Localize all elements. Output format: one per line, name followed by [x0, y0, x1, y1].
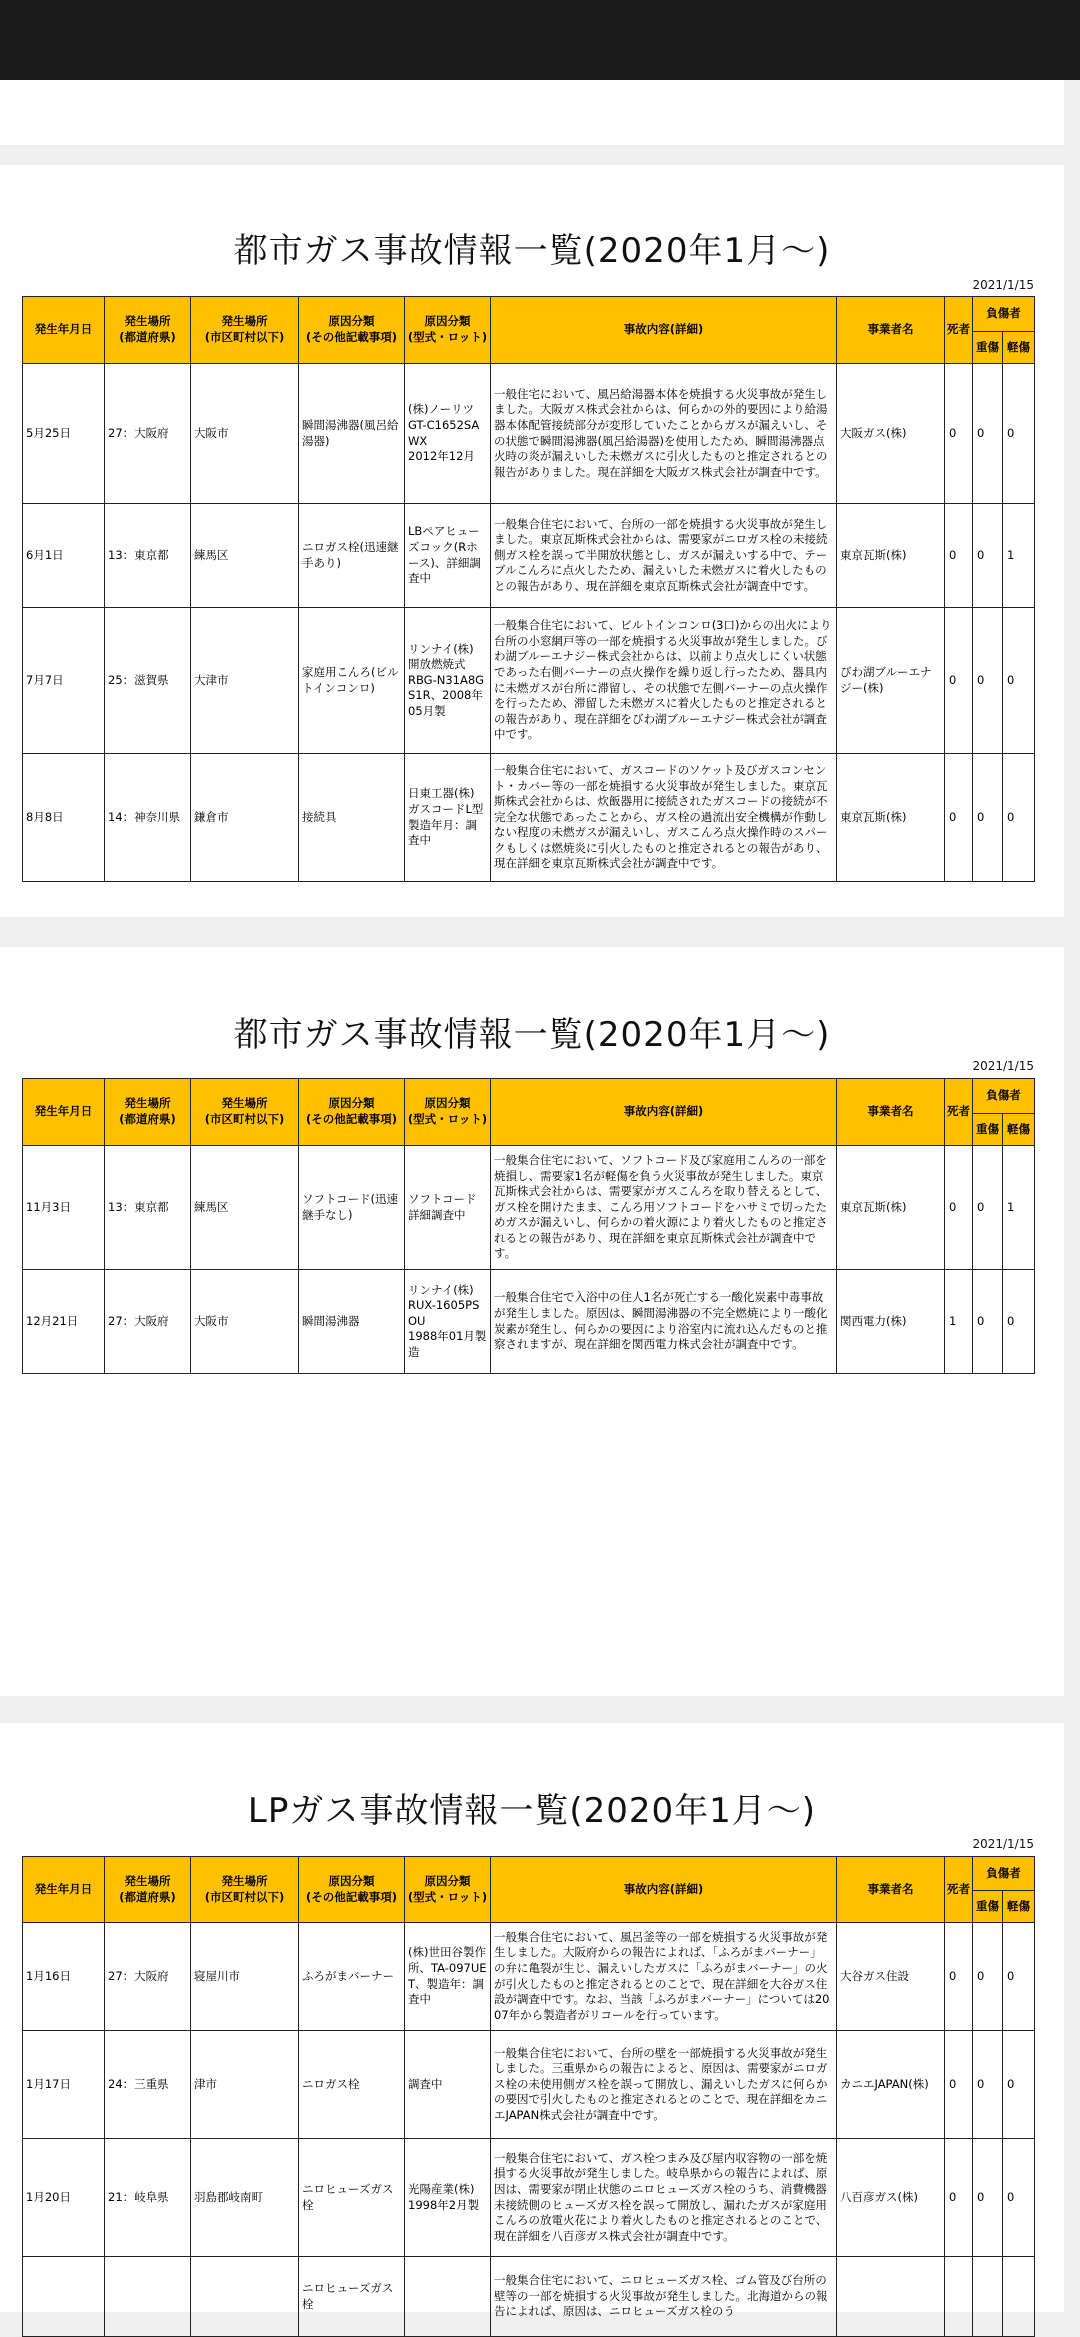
cell-company: 八百彦ガス(株) [837, 2139, 945, 2257]
cell-deaths: 0 [945, 608, 973, 754]
table-row [23, 2031, 1035, 2139]
cell-cause-equipment: 家庭用こんろ(ビルトインコンロ) [299, 608, 405, 754]
page-title: 都市ガス事故情報一覧(2020年1月～) [233, 231, 831, 271]
cell-minor: 0 [1003, 754, 1035, 882]
header-details: 事故内容(詳細) [491, 1857, 837, 1923]
header-cause-model: 原因分類 (型式・ロット) [405, 1857, 491, 1923]
report-date: 2021/1/15 [972, 1837, 1034, 1851]
header-company: 事業者名 [837, 1079, 945, 1146]
table-row [23, 2257, 1035, 2337]
table-row [23, 2139, 1035, 2257]
cell-minor: 0 [1003, 2031, 1035, 2139]
cell-cause-model: リンナイ(株) 開放燃焼式 RBG-N31A8GS1R、2008年05月製 [405, 608, 491, 754]
table-row [23, 1270, 1035, 1374]
cell-serious: 0 [973, 1146, 1003, 1270]
previous-page-fragment [0, 80, 1064, 145]
cell-deaths: 0 [945, 1146, 973, 1270]
page-title: LPガス事故情報一覧(2020年1月～) [247, 1791, 817, 1831]
header-serious: 重傷 [973, 332, 1003, 364]
cell-date: 1月16日 [23, 1923, 105, 2031]
cell-cause-model: 光陽産業(株) 1998年2月製 [405, 2139, 491, 2257]
header-company: 事業者名 [837, 297, 945, 364]
cell-company: 東京瓦斯(株) [837, 504, 945, 608]
cell-pref: 21：岐阜県 [105, 2139, 191, 2257]
header-deaths: 死者 [945, 1079, 973, 1146]
cell-serious: 0 [973, 1270, 1003, 1374]
header-cause-equipment: 原因分類 (その他記載事項) [299, 1857, 405, 1923]
cell-cause-equipment: ニロヒューズガス栓 [299, 2139, 405, 2257]
cell-company: 関西電力(株) [837, 1270, 945, 1374]
table-row [23, 608, 1035, 754]
cell-serious: 0 [973, 504, 1003, 608]
cell-city [191, 2257, 299, 2337]
cell-cause-model: ソフトコード 詳細調査中 [405, 1146, 491, 1270]
header-details: 事故内容(詳細) [491, 297, 837, 364]
cell-deaths: 0 [945, 504, 973, 608]
table-row [23, 1923, 1035, 2031]
incident-table [22, 1856, 1035, 2337]
header-serious: 重傷 [973, 1114, 1003, 1146]
cell-date [23, 2257, 105, 2337]
header-minor: 軽傷 [1003, 332, 1035, 364]
cell-details: 一般集合住宅において、ビルトインコンロ(3口)からの出火により台所の小窓網戸等の一部を焼損する火災事故が発生しました。びわ湖ブルーエナジー株式会社からは、以前より点火しにくい状態であった右側バーナーの点火操作を繰り返し行ったため、器具内に未燃ガスが台所に滞留し、その状態で左側バーナーの点火操作を行ったため、滞留した未燃ガスに着火したものと推定されるとの報告があり、現在詳細をびわ湖ブルーエナジー株式会社が調査中です。 [491, 608, 837, 754]
cell-date: 1月17日 [23, 2031, 105, 2139]
cell-deaths: 0 [945, 2031, 973, 2139]
cell-pref: 27：大阪府 [105, 1270, 191, 1374]
cell-company: 東京瓦斯(株) [837, 754, 945, 882]
cell-details: 一般集合住宅において、ガス栓つまみ及び屋内収容物の一部を焼損する火災事故が発生しました。岐阜県からの報告によれば、原因は、需要家が閉止状態のニロヒューズガス栓のうち、消費機器未接続側のヒューズガス栓を誤って開放し、漏れたガスが家庭用こんろの放電火花により着火したものと推定されるとのことで、現在詳細を八百彦ガス株式会社が調査中です。 [491, 2139, 837, 2257]
cell-cause-equipment: ニロガス栓 [299, 2031, 405, 2139]
cell-cause-model: 日東工器(株) ガスコードL型 製造年月：調査中 [405, 754, 491, 882]
cell-details: 一般集合住宅において、ガスコードのソケット及びガスコンセント・カバー等の一部を焼損する火災事故が発生しました。東京瓦斯株式会社からは、炊飯器用に接続されたガスコードの接続が不完全な状態であったことから、ガス栓の過流出安全機構が作動しない程度の未燃ガスが漏えいし、ガスこんろ点火操作時のスパークもしくは燃焼炎に引火したものと推定されるとの報告があり、現在詳細を東京瓦斯株式会社が調査中です。 [491, 754, 837, 882]
cell-cause-equipment: 接続具 [299, 754, 405, 882]
header-minor: 軽傷 [1003, 1114, 1035, 1146]
cell-date: 1月20日 [23, 2139, 105, 2257]
cell-pref: 25：滋賀県 [105, 608, 191, 754]
cell-cause-equipment: ニロガス栓(迅速継手あり) [299, 504, 405, 608]
header-city: 発生場所 (市区町村以下) [191, 1857, 299, 1923]
header-details: 事故内容(詳細) [491, 1079, 837, 1146]
cell-cause-equipment: 瞬間湯沸器(風呂給湯器) [299, 364, 405, 504]
cell-deaths: 0 [945, 1923, 973, 2031]
cell-cause-equipment: ソフトコード(迅速継手なし) [299, 1146, 405, 1270]
header-injured: 負傷者 [973, 1857, 1035, 1891]
cell-details: 一般集合住宅において、台所の一部を焼損する火災事故が発生しました。東京瓦斯株式会社からは、需要家がニロガス栓の未接続側ガス栓を誤って半開放状態とし、ガスが漏えいする中で、テーブルこんろに点火したため、漏えいした未燃ガスに着火したものとの報告があり、現在詳細を東京瓦斯株式会社が調査中です。 [491, 504, 837, 608]
cell-pref: 27：大阪府 [105, 1923, 191, 2031]
cell-city: 寝屋川市 [191, 1923, 299, 2031]
header-deaths: 死者 [945, 297, 973, 364]
cell-minor [1003, 2257, 1035, 2337]
cell-details: 一般住宅において、風呂給湯器本体を焼損する火災事故が発生しました。大阪ガス株式会社からは、何らかの外的要因により給湯器本体配管接続部分が変形していたことからガスが漏えいし、その状態で瞬間湯沸器(風呂給湯器)を使用したため、瞬間湯沸器点火時の炎が漏えいした未燃ガスに引火したものと推定されるとの報告がありました。現在詳細を大阪ガス株式会社が調査中です。 [491, 364, 837, 504]
cell-minor: 1 [1003, 1146, 1035, 1270]
document-page [0, 165, 1064, 917]
header-serious: 重傷 [973, 1891, 1003, 1923]
cell-deaths: 0 [945, 364, 973, 504]
cell-company: 大阪ガス(株) [837, 364, 945, 504]
cell-city: 大津市 [191, 608, 299, 754]
cell-date: 6月1日 [23, 504, 105, 608]
cell-pref: 14：神奈川県 [105, 754, 191, 882]
status-bar [0, 0, 1080, 80]
cell-pref: 24：三重県 [105, 2031, 191, 2139]
header-date: 発生年月日 [23, 1857, 105, 1923]
cell-company: 東京瓦斯(株) [837, 1146, 945, 1270]
cell-minor: 0 [1003, 1923, 1035, 2031]
header-cause-equipment: 原因分類 (その他記載事項) [299, 297, 405, 364]
cell-serious: 0 [973, 364, 1003, 504]
document-page [0, 1723, 1064, 2319]
header-cause-model: 原因分類 (型式・ロット) [405, 297, 491, 364]
cell-city: 大阪市 [191, 1270, 299, 1374]
incident-table [22, 296, 1035, 882]
cell-date: 5月25日 [23, 364, 105, 504]
cell-company: 大谷ガス住設 [837, 1923, 945, 2031]
cell-serious [973, 2257, 1003, 2337]
cell-serious: 0 [973, 2139, 1003, 2257]
cell-details: 一般集合住宅において、台所の壁を一部焼損する火災事故が発生しました。三重県からの報告によると、原因は、需要家がニロガス栓の未使用側ガス栓を誤って開放し、漏えいしたガスに何らかの要因で引火したものと推定されるとのことで、現在詳細をカニエJAPAN株式会社が調査中です。 [491, 2031, 837, 2139]
cell-cause-equipment: ふろがまバーナー [299, 1923, 405, 2031]
cell-date: 11月3日 [23, 1146, 105, 1270]
header-pref: 発生場所 (都道府県) [105, 1079, 191, 1146]
cell-city: 津市 [191, 2031, 299, 2139]
cell-minor: 1 [1003, 504, 1035, 608]
header-deaths: 死者 [945, 1857, 973, 1923]
cell-company: びわ湖ブルーエナジー(株) [837, 608, 945, 754]
cell-cause-model: (株)ノーリツ GT-C1652SAWX 2012年12月 [405, 364, 491, 504]
cell-deaths: 0 [945, 2139, 973, 2257]
cell-serious: 0 [973, 1923, 1003, 2031]
document-page [0, 947, 1064, 1696]
cell-serious: 0 [973, 2031, 1003, 2139]
header-city: 発生場所 (市区町村以下) [191, 297, 299, 364]
header-pref: 発生場所 (都道府県) [105, 297, 191, 364]
cell-deaths: 1 [945, 1270, 973, 1374]
cell-details: 一般集合住宅において、ソフトコード及び家庭用こんろの一部を焼損し、需要家1名が軽傷を負う火災事故が発生しました。東京瓦斯株式会社からは、需要家がガスこんろを取り替えるとして、ガス栓を開けたまま、こんろ用ソフトコードをハサミで切ったためガスが漏えいし、何らかの着火源により着火したものと推定されるとの報告があり、現在詳細を東京瓦斯株式会社が調査中です。 [491, 1146, 837, 1270]
cell-cause-equipment: 瞬間湯沸器 [299, 1270, 405, 1374]
page-title: 都市ガス事故情報一覧(2020年1月～) [233, 1015, 831, 1055]
header-cause-equipment: 原因分類 (その他記載事項) [299, 1079, 405, 1146]
cell-date: 7月7日 [23, 608, 105, 754]
cell-minor: 0 [1003, 2139, 1035, 2257]
header-pref: 発生場所 (都道府県) [105, 1857, 191, 1923]
cell-city: 練馬区 [191, 504, 299, 608]
cell-serious: 0 [973, 608, 1003, 754]
cell-cause-equipment: ニロヒューズガス栓 [299, 2257, 405, 2337]
cell-cause-model: リンナイ(株) RUX-1605PSOU 1988年01月製造 [405, 1270, 491, 1374]
cell-minor: 0 [1003, 364, 1035, 504]
cell-details: 一般集合住宅で入浴中の住人1名が死亡する一酸化炭素中毒事故が発生しました。原因は、瞬間湯沸器の不完全燃焼により一酸化炭素が発生し、何らかの要因により浴室内に流れ込んだものと推察されますが、現在詳細を関西電力株式会社が調査中です。 [491, 1270, 837, 1374]
cell-cause-model: LBペアヒューズコック(Rホース)、詳細調査中 [405, 504, 491, 608]
cell-city: 大阪市 [191, 364, 299, 504]
header-injured: 負傷者 [973, 1079, 1035, 1114]
table-row [23, 504, 1035, 608]
header-company: 事業者名 [837, 1857, 945, 1923]
report-date: 2021/1/15 [972, 1059, 1034, 1073]
report-date: 2021/1/15 [972, 278, 1034, 292]
cell-cause-model [405, 2257, 491, 2337]
cell-minor: 0 [1003, 608, 1035, 754]
table-row [23, 754, 1035, 882]
cell-date: 12月21日 [23, 1270, 105, 1374]
cell-date: 8月8日 [23, 754, 105, 882]
header-date: 発生年月日 [23, 297, 105, 364]
cell-pref: 27：大阪府 [105, 364, 191, 504]
cell-pref [105, 2257, 191, 2337]
header-cause-model: 原因分類 (型式・ロット) [405, 1079, 491, 1146]
table-row [23, 1146, 1035, 1270]
cell-serious: 0 [973, 754, 1003, 882]
header-injured: 負傷者 [973, 297, 1035, 332]
incident-table [22, 1078, 1035, 1374]
cell-company [837, 2257, 945, 2337]
cell-details: 一般集合住宅において、ニロヒューズガス栓、ゴム管及び台所の壁等の一部を焼損する火災事故が発生しました。北海道からの報告によれば、原因は、ニロヒューズガス栓のう [491, 2257, 837, 2337]
cell-deaths: 0 [945, 754, 973, 882]
cell-cause-model: (株)世田谷製作所、TA-097UET、製造年：調査中 [405, 1923, 491, 2031]
cell-details: 一般集合住宅において、風呂釜等の一部を焼損する火災事故が発生しました。大阪府からの報告によれば、「ふろがまバーナー」の弁に亀裂が生じ、漏えいしたガスに「ふろがまバーナー」の火が引火したものと推定されるとのことで、現在詳細を大谷ガス住設が調査中です。なお、当該「ふろがまバーナー」については2007年から製造者がリコールを行っています。 [491, 1923, 837, 2031]
cell-pref: 13：東京都 [105, 1146, 191, 1270]
header-city: 発生場所 (市区町村以下) [191, 1079, 299, 1146]
cell-minor: 0 [1003, 1270, 1035, 1374]
header-minor: 軽傷 [1003, 1891, 1035, 1923]
cell-company: カニエJAPAN(株) [837, 2031, 945, 2139]
cell-city: 練馬区 [191, 1146, 299, 1270]
cell-cause-model: 調査中 [405, 2031, 491, 2139]
cell-city: 鎌倉市 [191, 754, 299, 882]
cell-pref: 13：東京都 [105, 504, 191, 608]
cell-city: 羽島郡岐南町 [191, 2139, 299, 2257]
table-row [23, 364, 1035, 504]
cell-deaths [945, 2257, 973, 2337]
header-date: 発生年月日 [23, 1079, 105, 1146]
